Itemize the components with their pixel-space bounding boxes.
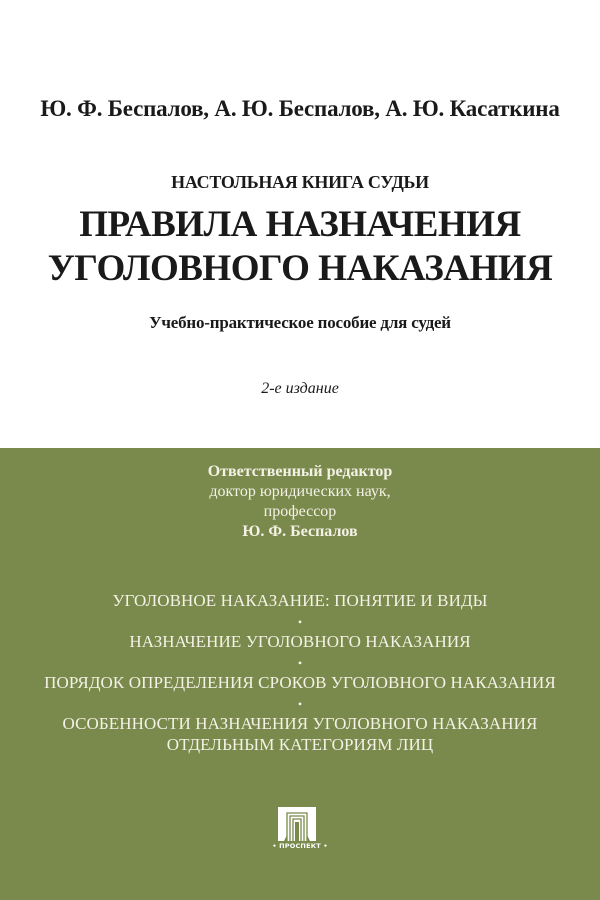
publisher-name: • ПРОСПЕКТ • <box>272 842 328 850</box>
editor-block <box>0 462 600 542</box>
authors: Ю. Ф. Беспалов, А. Ю. Беспалов, А. Ю. Касаткина <box>40 96 560 121</box>
editor-title: профессор <box>263 503 337 520</box>
bullet-separator: • <box>297 696 303 711</box>
topics-list <box>0 591 600 755</box>
subtitle: Учебно-практическое пособие для судей <box>149 313 451 332</box>
topic-item: УГОЛОВНОЕ НАКАЗАНИЕ: ПОНЯТИЕ И ВИДЫ <box>112 591 488 610</box>
book-title <box>0 203 600 291</box>
topic-item: ОТДЕЛЬНЫМ КАТЕГОРИЯМ ЛИЦ <box>166 734 434 754</box>
editor-role: Ответственный редактор <box>207 463 393 480</box>
topic-item: ПОРЯДОК ОПРЕДЕЛЕНИЯ СРОКОВ УГОЛОВНОГО НАКАЗАНИЯ <box>44 673 556 692</box>
series-title: НАСТОЛЬНАЯ КНИГА СУДЬИ <box>171 172 429 192</box>
topic-item: НАЗНАЧЕНИЕ УГОЛОВНОГО НАКАЗАНИЯ <box>129 632 471 651</box>
bullet-separator: • <box>297 655 303 670</box>
publisher-logo <box>272 807 328 855</box>
editor-name: Ю. Ф. Беспалов <box>242 523 358 540</box>
cover-green-panel <box>0 448 600 900</box>
title-line-1: ПРАВИЛА НАЗНАЧЕНИЯ <box>79 204 521 245</box>
editor-degree: доктор юридических наук, <box>209 483 391 500</box>
edition: 2-е издание <box>261 380 339 397</box>
cover-top-section <box>0 0 600 448</box>
title-line-2: УГОЛОВНОГО НАКАЗАНИЯ <box>47 248 553 289</box>
bullet-separator: • <box>297 614 303 629</box>
topic-item: ОСОБЕННОСТИ НАЗНАЧЕНИЯ УГОЛОВНОГО НАКАЗАНИЯ <box>62 714 538 733</box>
arch-gate-logo-icon <box>278 807 316 841</box>
